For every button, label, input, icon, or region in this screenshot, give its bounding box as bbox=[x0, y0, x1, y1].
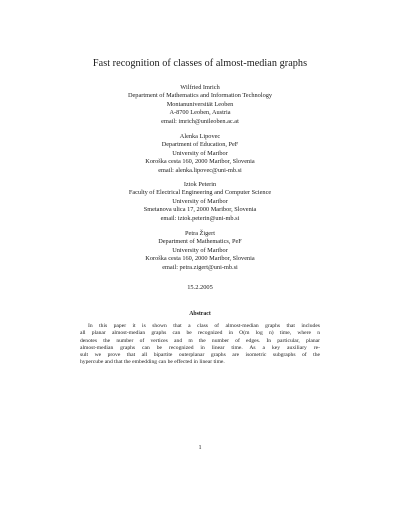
author-address: Smetanova ulica 17, 2000 Maribor, Slovenia bbox=[143, 206, 257, 214]
author-email: email: petra.zigert@uni-mb.si bbox=[162, 263, 238, 271]
author-institution: University of Maribor bbox=[172, 246, 228, 254]
author-department: Faculty of Electrical Engineering and Computer Science bbox=[128, 189, 272, 197]
author-institution: University of Maribor bbox=[172, 149, 228, 157]
paper-title: Fast recognition of classes of almost-median graphs bbox=[92, 58, 308, 69]
author-address: Koroška cesta 160, 2000 Maribor, Slovenia bbox=[145, 255, 255, 263]
abstract-heading: Abstract bbox=[189, 311, 211, 317]
page-number: 1 bbox=[198, 444, 202, 451]
author-block-imrich bbox=[0, 84, 400, 126]
abstract-line: hypercube and that the embedding can be effected in linear time. bbox=[80, 359, 225, 366]
author-block-lipovec bbox=[0, 133, 400, 175]
author-name: Wilfried Imrich bbox=[180, 84, 220, 91]
author-institution: University of Maribor bbox=[172, 197, 228, 205]
abstract-line: all planar almost-median graphs can be recognized in O(m log n) time, where n bbox=[80, 330, 320, 337]
author-name: Alenka Lipovec bbox=[179, 133, 221, 140]
abstract-line: In this paper it is shown that a class of almost-median graphs that includes bbox=[88, 323, 320, 329]
author-department: Department of Education, PeF bbox=[161, 141, 239, 149]
author-department: Department of Mathematics and Information Technology bbox=[127, 92, 273, 100]
abstract-line: sult we prove that all bipartite outerplanar graphs are isometric subgraphs of the bbox=[80, 352, 320, 359]
author-email: email: alenka.lipovec@uni-mb.si bbox=[158, 166, 242, 174]
abstract-body bbox=[80, 323, 320, 367]
abstract-line: almost-median graphs can be recognized in linear time. As a key auxiliary re- bbox=[80, 344, 320, 351]
author-address: Koroška cesta 160, 2000 Maribor, Slovenia bbox=[145, 158, 255, 166]
author-email: email: imrich@unileoben.ac.at bbox=[161, 117, 239, 125]
author-email: email: iztok.peterin@uni-mb.si bbox=[160, 214, 240, 222]
abstract-line: denotes the number of vertices and m the number of edges. In particular, planar bbox=[80, 337, 320, 344]
author-block-peterin bbox=[0, 181, 400, 223]
author-block-zigert bbox=[0, 230, 400, 272]
author-institution: Montanuniversität Leoben bbox=[166, 100, 234, 108]
paper-date: 15.2.2005 bbox=[187, 284, 213, 291]
author-address: A-8700 Leoben, Austria bbox=[169, 109, 231, 117]
author-name: Iztok Peterin bbox=[183, 181, 217, 188]
author-name: Petra Žigert bbox=[185, 230, 215, 237]
author-department: Department of Mathematics, PeF bbox=[158, 238, 242, 246]
